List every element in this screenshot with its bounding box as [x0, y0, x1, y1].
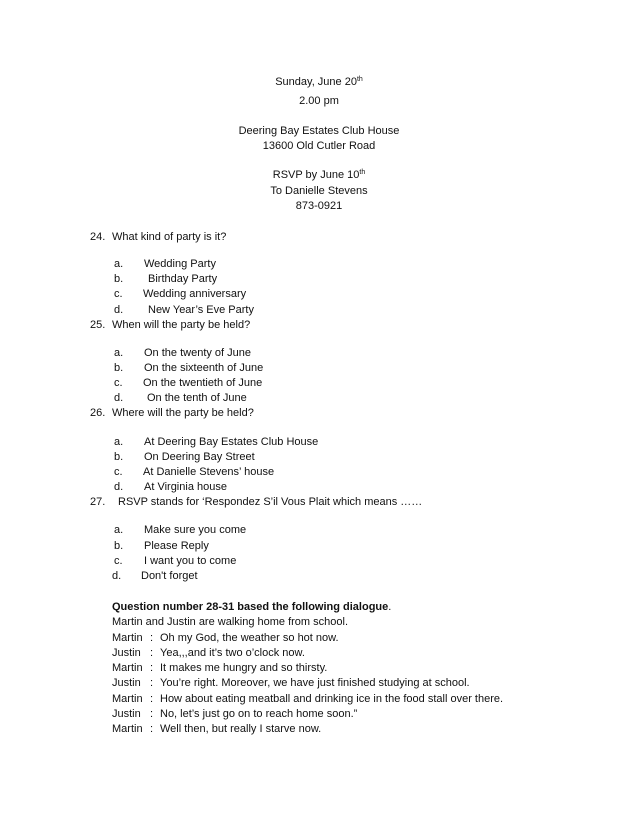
option-text: Don't forget — [141, 570, 198, 582]
option-text: At Virginia house — [144, 481, 227, 493]
dialogue-text: Yea,,,and it’s two o’clock now. — [160, 647, 305, 659]
option-text: On the sixteenth of June — [144, 362, 264, 374]
question-number: 25. — [90, 319, 106, 331]
question-text: What kind of party is it? — [112, 231, 227, 243]
option-letter: d. — [112, 570, 122, 582]
invitation-phone: 873-0921 — [295, 200, 343, 212]
option-letter: a. — [114, 436, 124, 448]
option-text: On the twentieth of June — [143, 377, 263, 389]
option-letter: b. — [114, 362, 124, 374]
question-number: 26. — [90, 407, 106, 419]
option-letter: b. — [114, 540, 124, 552]
invitation-address: 13600 Old Cutler Road — [262, 140, 376, 152]
option-letter: a. — [114, 524, 124, 536]
dialogue-text: How about eating meatball and drinking ice in the food stall over there. — [160, 693, 504, 705]
option-letter: a. — [114, 258, 124, 270]
invitation-time: 2.00 pm — [299, 95, 339, 107]
option-letter: c. — [114, 377, 123, 389]
dialogue-text: Well then, but really I starve now. — [160, 723, 322, 735]
question-text: RSVP stands for ‘Respondez S’il Vous Plait which means …… — [118, 496, 423, 508]
dialogue-intro: Martin and Justin are walking home from school. — [112, 616, 348, 628]
dialogue-text: You’re right. Moreover, we have just finished studying at school. — [160, 677, 470, 689]
option-letter: c. — [114, 288, 123, 300]
question-number: 27. — [90, 496, 106, 508]
question-text: Where will the party be held? — [112, 407, 254, 419]
speaker-name: Martin — [112, 632, 143, 644]
option-letter: c. — [114, 555, 123, 567]
speaker-name: Martin — [112, 723, 143, 735]
option-text: Wedding anniversary — [143, 288, 247, 300]
invitation-rsvp: RSVP by June 10th — [272, 169, 366, 181]
speaker-name: Justin — [112, 708, 141, 720]
option-letter: d. — [114, 304, 124, 316]
option-letter: a. — [114, 347, 124, 359]
document-page: Sunday, June 20th 2.00 pm Deering Bay Estates Club House 13600 Old Cutler Road RSVP by June 10th To Danielle Stevens 873-0921 24. What kind of party is it? a. Wedding Party b. Birthday Party c. Wedding anniversary d. New Year’s Eve Party 25. When will the party be held? a. On the twenty of June b. On the sixteenth of June c. On the twentieth of June d. On the tenth of June 26. Where will the party be held? a. At Deering Bay Estates Club House b. On Deering Bay Street c. At Danielle Stevens’ house d. At Virginia house 27. RSVP stands for ‘Respondez S’il Vous Plait which means …… a. Make sure you come b. Please Reply c. I want you to come d. Don't forget Question number 28-31 based the following dialogue. Martin and Justin are walking home from school. Martin : Oh my God, the weather so hot now. Justin : Yea,,,and it’s two o’clock now. Martin : It makes me hungry and so thirsty. Justin : You’re right. Moreover, we have just finished studying at school. Martin : How about eating meatball and drinking ice in the food stall over there. Justin : No, let’s just go on to reach home soon.” Martin : Well then, but really I starve now. — [0, 0, 638, 826]
option-text: On the twenty of June — [144, 347, 252, 359]
option-letter: d. — [114, 481, 124, 493]
option-text: Wedding Party — [144, 258, 216, 270]
option-text: At Deering Bay Estates Club House — [144, 436, 319, 448]
option-text: At Danielle Stevens’ house — [143, 466, 275, 478]
option-letter: b. — [114, 451, 124, 463]
option-text: New Year’s Eve Party — [148, 304, 254, 316]
option-text: Please Reply — [144, 540, 209, 552]
question-number: 24. — [90, 231, 106, 243]
option-text: On the tenth of June — [147, 392, 247, 404]
option-text: Make sure you come — [144, 524, 247, 536]
option-letter: d. — [114, 392, 124, 404]
speaker-name: Justin — [112, 677, 141, 689]
dialogue-text: No, let’s just go on to reach home soon.” — [160, 708, 358, 720]
speaker-name: Justin — [112, 647, 141, 659]
option-letter: b. — [114, 273, 124, 285]
option-letter: c. — [114, 466, 123, 478]
option-text: On Deering Bay Street — [144, 451, 255, 463]
speaker-name: Martin — [112, 693, 143, 705]
invitation-date: Sunday, June 20th — [275, 76, 363, 88]
question-text: When will the party be held? — [112, 319, 251, 331]
speaker-name: Martin — [112, 662, 143, 674]
dialogue-text: It makes me hungry and so thirsty. — [160, 662, 328, 674]
option-text: I want you to come — [144, 555, 237, 567]
invitation-recipient: To Danielle Stevens — [270, 185, 368, 197]
option-text: Birthday Party — [148, 273, 218, 285]
dialogue-heading: Question number 28-31 based the following dialogue. — [112, 601, 392, 613]
dialogue-text: Oh my God, the weather so hot now. — [160, 632, 339, 644]
invitation-venue: Deering Bay Estates Club House — [238, 125, 400, 137]
